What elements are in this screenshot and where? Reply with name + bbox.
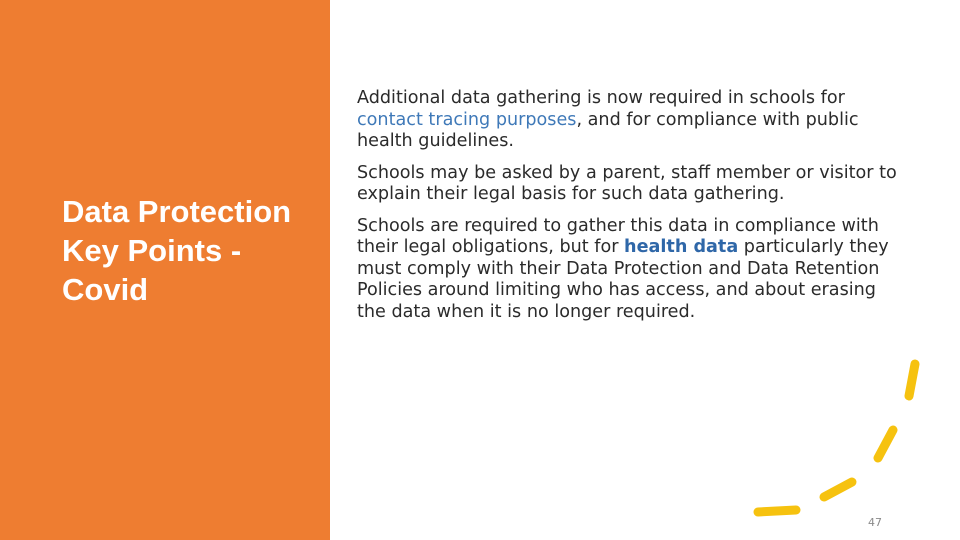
health-data-highlight: health data (624, 237, 739, 257)
page-number: 47 (868, 516, 882, 529)
slide-title: Data Protection Key Points - Covid (62, 194, 292, 307)
paragraph-1-text-a: Additional data gathering is now required in schools for (357, 88, 845, 108)
paragraph-legal-basis: Schools may be asked by a parent, staff member or visitor to explain their legal basis for such data gathering. (357, 162, 897, 204)
contact-tracing-highlight: contact tracing purposes (357, 109, 577, 130)
paragraph-3-text-b: particularly they must comply with their Data Protection and Data Retention Policies around limiting who has access, and about erasing the data when it is no longer required. (357, 237, 889, 322)
paragraph-3-text-a: Schools are required to gather this data in compliance with their legal obligations, but for (357, 215, 879, 257)
paragraph-1-text-b: , and for compliance with public health guidelines. (357, 109, 859, 151)
